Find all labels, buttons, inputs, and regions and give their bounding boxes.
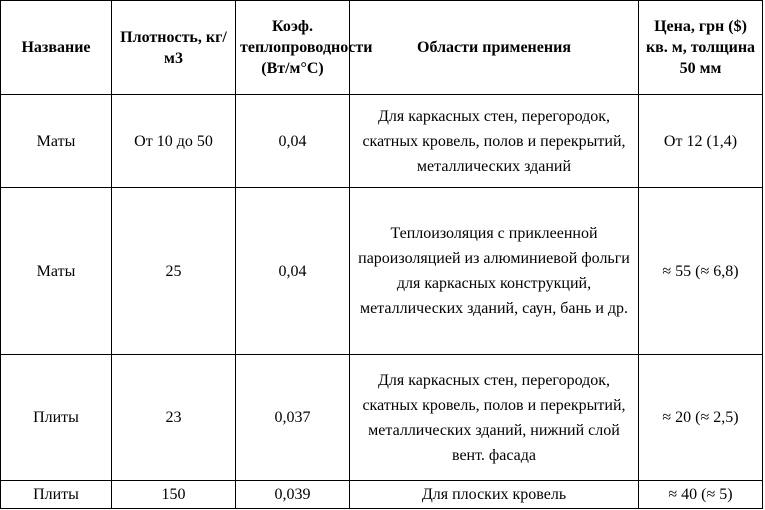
cell-conductivity: 0,04 — [236, 95, 350, 188]
table-row — [1, 481, 763, 509]
cell-name: Плиты — [1, 481, 112, 509]
cell-conductivity: 0,04 — [236, 188, 350, 355]
table-header-row — [1, 1, 763, 95]
header-conductivity: Коэф. теплопроводности (Вт/м°С) — [236, 1, 350, 95]
table-row — [1, 95, 763, 188]
cell-density: 23 — [112, 355, 236, 481]
table-row — [1, 188, 763, 355]
cell-application: Для плоских кровель — [350, 481, 639, 509]
cell-density: 25 — [112, 188, 236, 355]
cell-price: ≈ 40 (≈ 5) — [639, 481, 763, 509]
cell-application: Теплоизоляция с приклеенной пароизоляцией из алюминиевой фольги для каркасных конструкций, металлических зданий, саун, бань и др. — [350, 188, 639, 355]
cell-name: Маты — [1, 95, 112, 188]
cell-price: ≈ 20 (≈ 2,5) — [639, 355, 763, 481]
header-density: Плотность, кг/м3 — [112, 1, 236, 95]
header-name: Название — [1, 1, 112, 95]
cell-conductivity: 0,037 — [236, 355, 350, 481]
cell-density: 150 — [112, 481, 236, 509]
header-price: Цена, грн ($) кв. м, толщина 50 мм — [639, 1, 763, 95]
table-row — [1, 355, 763, 481]
cell-conductivity: 0,039 — [236, 481, 350, 509]
cell-application: Для каркасных стен, перегородок, скатных кровель, полов и перекрытий, металлических зданий, нижний слой вент. фасада — [350, 355, 639, 481]
cell-density: От 10 до 50 — [112, 95, 236, 188]
header-application: Области применения — [350, 1, 639, 95]
cell-price: От 12 (1,4) — [639, 95, 763, 188]
cell-name: Плиты — [1, 355, 112, 481]
cell-price: ≈ 55 (≈ 6,8) — [639, 188, 763, 355]
cell-application: Для каркасных стен, перегородок, скатных кровель, полов и перекрытий, металлических зданий — [350, 95, 639, 188]
cell-name: Маты — [1, 188, 112, 355]
